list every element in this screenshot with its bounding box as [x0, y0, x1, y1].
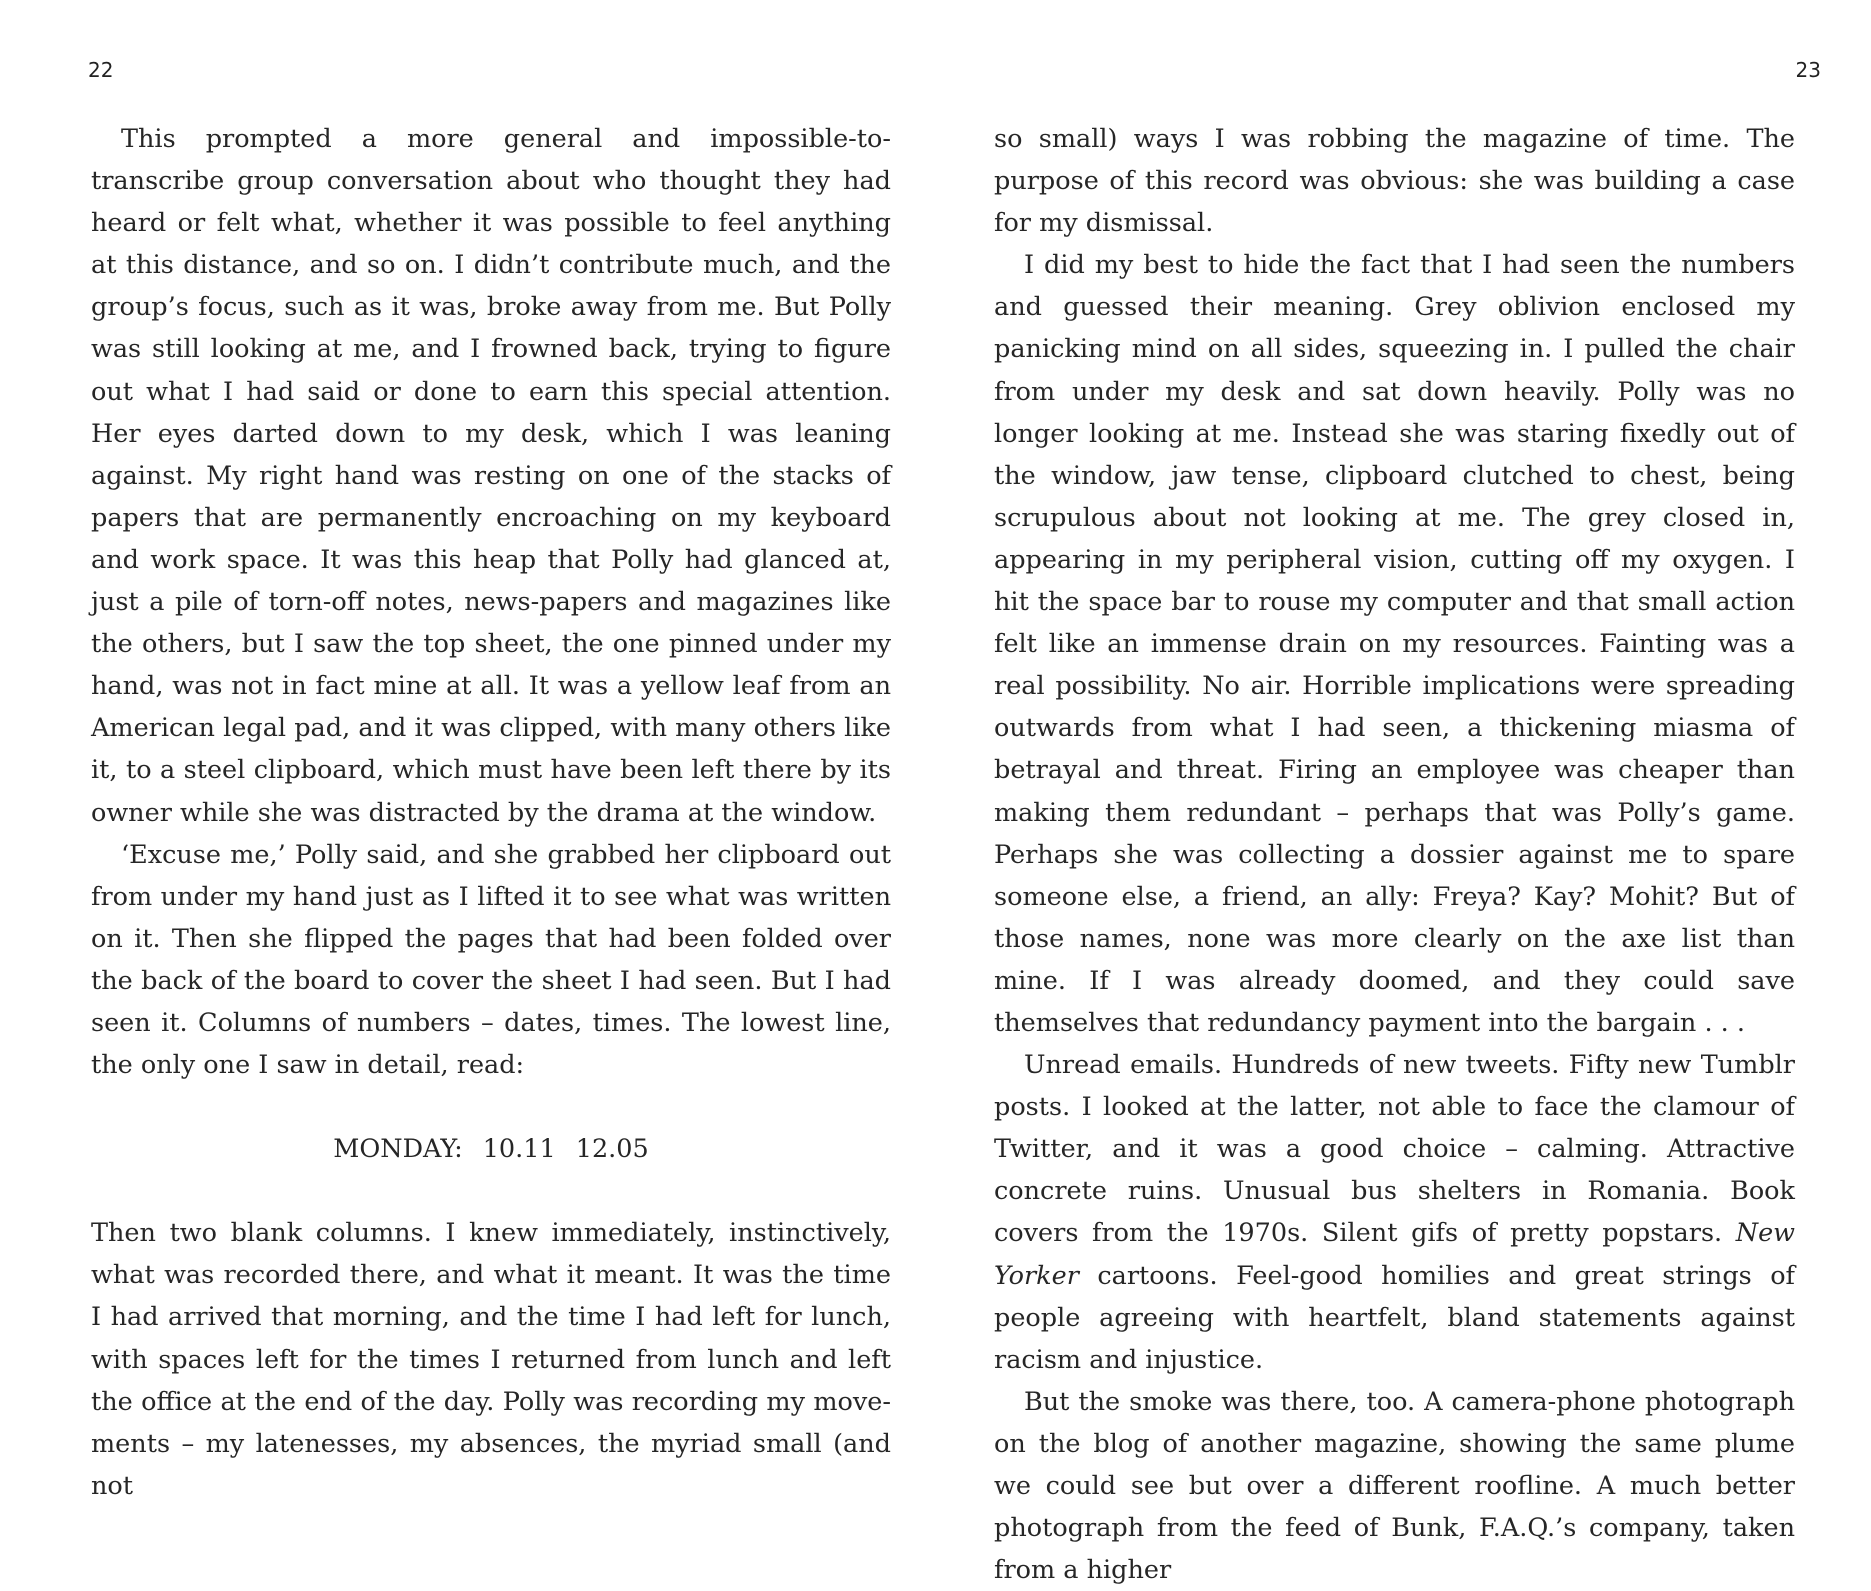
- paragraph-text-segment: cartoons. Feel-good homilies and great strings of people agreeing with heartfelt, bland statements against racism and injustice.: [994, 1260, 1795, 1375]
- timesheet-day: MONDAY:: [333, 1134, 463, 1165]
- left-page-text: [91, 118, 891, 1507]
- magazine-title: New Yorker: [994, 1218, 1795, 1291]
- paragraph: But the smoke was there, too. A camera-phone photograph on the blog of another magazine, showing the same plume we could see but over a different roofline. A much better photograph from the feed of Bunk, F.A.Q.’s company, taken from a higher: [994, 1386, 1795, 1586]
- page-number-right: 23: [1795, 58, 1821, 82]
- right-page: [935, 0, 1871, 1586]
- page-number-left: 22: [88, 58, 114, 82]
- right-page-text: [994, 118, 1795, 1591]
- paragraph: [994, 1044, 1795, 1381]
- paragraph: I did my best to hide the fact that I had seen the numbers and guessed their meaning. Grey oblivion enclosed my panicking mind on all sides, squeezing in. I pulled the chair from under my desk and sat down heavily. Polly was no longer looking at me. Instead she was staring fixedly out of the window, jaw tense, clipboard clutched to chest, being scrupulous about not looking at me. The grey closed in, appearing in my peripheral vision, cutting off my oxygen. I hit the space bar to rouse my computer and that small action felt like an immense drain on my resources. Fainting was a real possibility. No air. Horrible implications were spreading outwards from what I had seen, a thickening miasma of betrayal and threat. Firing an employee was cheaper than making them redundant – perhaps that was Polly’s game. Perhaps she was collecting a dossier against me to spare someone else, a friend, an ally: Freya? Kay? Mohit? But of those names, none was more clearly on the axe list than mine. If I was already doomed, and they could save themselves that redundancy payment into the bargain . . .: [994, 250, 1795, 1038]
- paragraph: This prompted a more general and impossible-to-transcribe group conversation about who thought they had heard or felt what, whether it was possible to feel anything at this distance, and so on. I didn’t contribute much, and the group’s focus, such as it was, broke away from me. But Polly was still looking at me, and I frowned back, trying to figure out what I had said or done to earn this special attention. Her eyes darted down to my desk, which I was leaning against. My right hand was resting on one of the stacks of papers that are permanently encroaching on my keyboard and work space. It was this heap that Polly had glanced at, just a pile of torn-off notes, news-papers and magazines like the others, but I saw the top sheet, the one pinned under my hand, was not in fact mine at all. It was a yellow leaf from an American legal pad, and it was clipped, with many others like it, to a steel clipboard, which must have been left there by its owner while she was distracted by the drama at the window.: [91, 124, 891, 828]
- paragraph: so small) ways I was robbing the magazine of time. The purpose of this record was obvious: she was building a case for my dismissal.: [994, 124, 1795, 239]
- timesheet-arrival-time: 10.11: [482, 1134, 556, 1165]
- paragraph: ‘Excuse me,’ Polly said, and she grabbed her clipboard out from under my hand just as I lifted it to see what was written on it. Then she flipped the pages that had been folded over the back of the board to cover the sheet I had seen. But I had seen it. Columns of numbers – dates, times. The lowest line, the only one I saw in detail, read:: [91, 839, 891, 1081]
- timesheet-line: [91, 1128, 891, 1170]
- paragraph-text-segment: Unread emails. Hundreds of new tweets. Fifty new Tumblr posts. I looked at the latter, not able to face the clamour of Twitter, and it was a good choice – calming. Attractive concrete ruins. Unusual bus shelters in Romania. Book covers from the 1970s. Silent gifs of pretty popstars.: [994, 1050, 1795, 1249]
- left-page: [0, 0, 935, 1533]
- paragraph: Then two blank columns. I knew immediately, instinctively, what was recorded there, and what it meant. It was the time I had arrived that morning, and the time I had left for lunch, with spaces left for the times I returned from lunch and left the office at the end of the day. Polly was recording my move-ments – my latenesses, my absences, the myriad small (and not: [91, 1218, 891, 1501]
- timesheet-lunch-time: 12.05: [575, 1134, 649, 1165]
